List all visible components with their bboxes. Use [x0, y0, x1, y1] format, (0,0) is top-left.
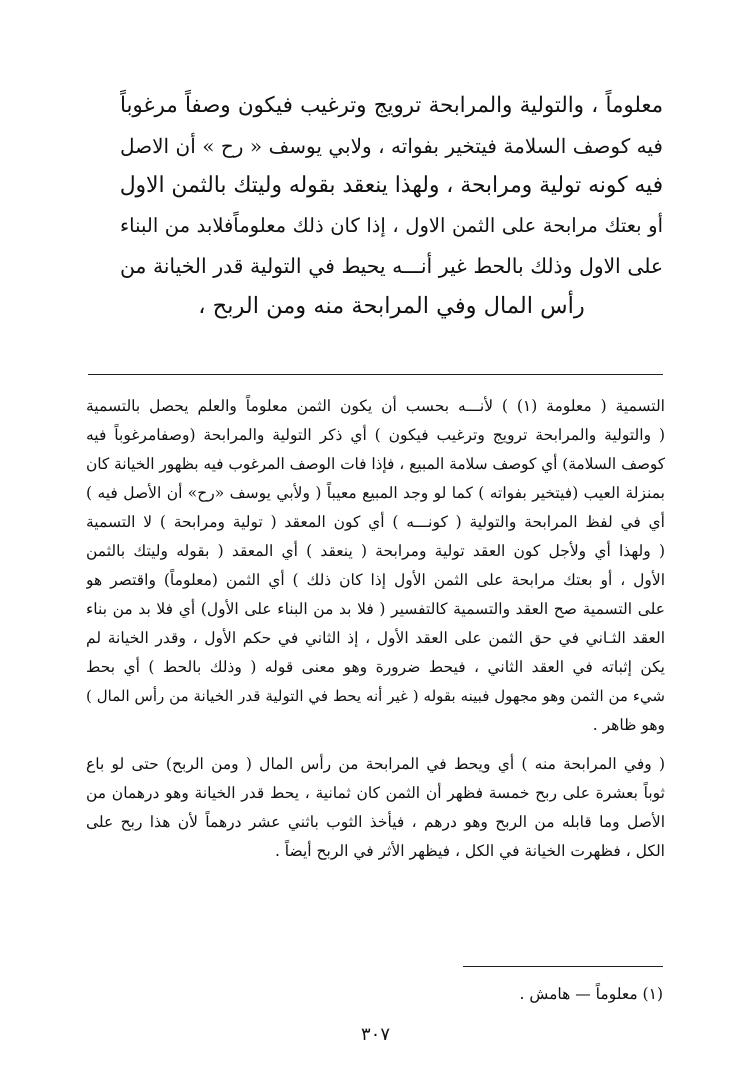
commentary-line: يكن إثباته في العقد الثاني ، فيحط ضرورة وهو معنى قوله ( وذلك بالحط ) أي بحط: [86, 658, 665, 676]
main-text-line: فيه كوصف السلامة فيتخير بفواته ، ولابي يوسف « رح » أن الاصل: [120, 134, 663, 158]
footnote-divider: [463, 966, 663, 967]
commentary-line: كوصف السلامة) أي كوصف سلامة المبيع ، فإذا فات الوصف المرغوب فيه بظهور الخيانة كان: [86, 455, 665, 473]
section-divider: [88, 374, 663, 375]
commentary-line: ثوباً بعشرة على ربح خمسة فظهر أن الثمن كان ثمانية ، يحط قدر الخيانة وهو درهمان من: [86, 784, 665, 802]
page-number: ٣٠٧: [360, 1024, 390, 1045]
commentary-line: الأول ، أو بعتك مرابحة على الثمن الأول إذا كان ذلك ) أي الثمن (معلوماً) واقتصر هو: [86, 571, 665, 589]
commentary-line: أي في لفظ المرابحة والتولية ( كونـــه ) أي كون المعقد ( تولية ومرابحة ) لا التسمية: [86, 513, 665, 531]
commentary-line: على التسمية صح العقد والتسمية كالتفسير ( فلا بد من البناء على الأول) أي فلا بد من بناء: [86, 600, 665, 618]
commentary-line: بمنزلة العيب (فيتخير بفواته ) كما لو وجد المبيع معيباً ( ولأبي يوسف «رح» أن الأصل فيه ): [86, 484, 665, 502]
commentary-line: ( ولهذا أي ولأجل كون العقد تولية ومرابحة ( ينعقد ) أي المعقد ( بقوله وليتك بالثمن: [86, 542, 665, 560]
commentary-line: شيء من الثمن وهو مجهول فبينه بقوله ( غير أنه يحط في التولية قدر الخيانة من رأس المال ): [86, 687, 665, 705]
commentary-line: الأصل وما قابله من الربح وهو درهم ، فيأخذ الثوب باثني عشر درهماً لأن هذا ربح على: [86, 813, 665, 831]
main-text-line: رأس المال وفي المرابحة منه ومن الربح ،: [198, 293, 585, 319]
footnote: (١) معلوماً — هامش .: [519, 985, 663, 1003]
main-text-line: على الاول وذلك بالحط غير أنـــه يحيط في التولية قدر الخيانة من: [120, 254, 663, 278]
commentary-line: التسمية ( معلومة (١) ) لأنـــه بحسب أن يكون الثمن معلوماً والعلم يحصل بالتسمية: [86, 397, 665, 415]
commentary-line: ( وفي المرابحة منه ) أي ويحط في المرابحة من رأس المال ( ومن الربح) حتى لو باع: [86, 755, 665, 773]
commentary-line: الكل ، فظهرت الخيانة في الكل ، فيظهر الأثر في الربح أيضاً .: [274, 842, 665, 860]
main-text-line: فيه كونه تولية ومرابحة ، ولهذا ينعقد بقوله وليتك بالثمن الاول: [120, 173, 663, 198]
commentary-block: [86, 392, 665, 866]
commentary-line: العقد الثـاني في حق الثمن على العقد الأول ، إذ الثاني في حكم الأول ، وقدر الخيانة لم: [86, 629, 665, 647]
main-text-block: [120, 86, 663, 326]
main-text-line: أو بعتك مرابحة على الثمن الاول ، إذا كان ذلك معلوماًفلابد من البناء: [120, 214, 663, 237]
paragraph-gap: [86, 740, 665, 750]
commentary-line: ( والتولية والمرابحة ترويج وترغيب فيكون ) أي ذكر التولية والمرابحة (وصفامرغوباً فيه: [86, 426, 665, 444]
main-text-line: معلوماً ، والتولية والمرابحة ترويج وترغيب فيكون وصفاً مرغوباً: [120, 93, 663, 118]
commentary-line: وهو ظاهر .: [592, 716, 665, 734]
